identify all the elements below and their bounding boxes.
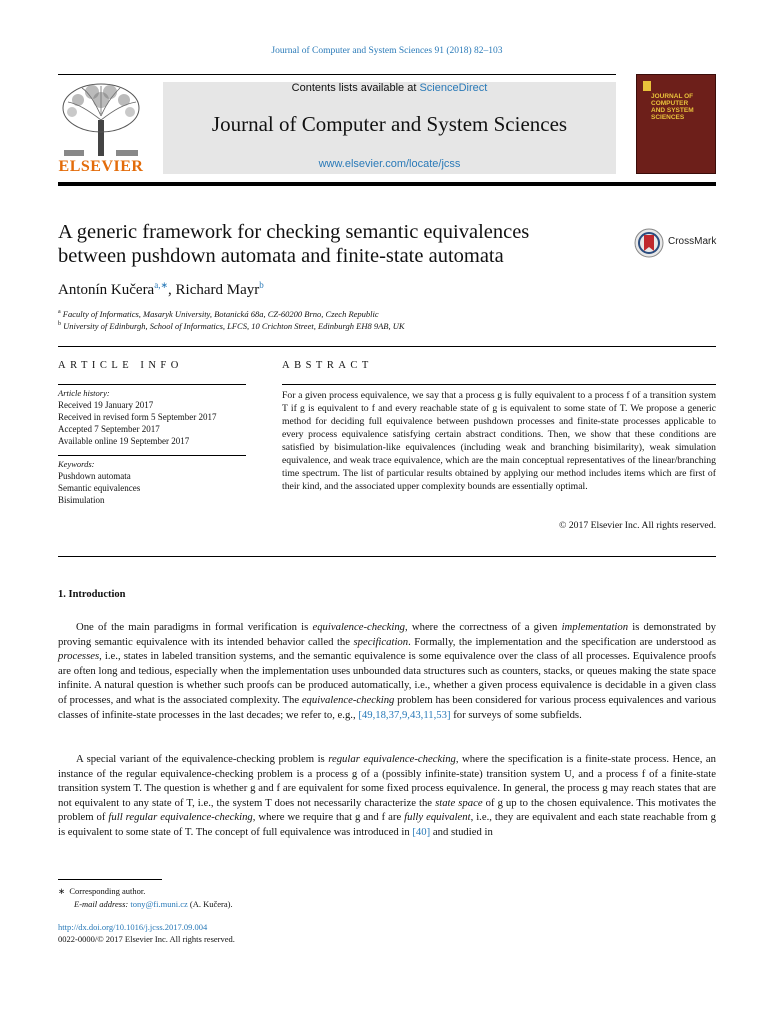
author-separator: ,	[168, 282, 176, 298]
header-rule	[58, 74, 616, 75]
text-emph: implementation	[561, 621, 629, 633]
received-date: Received 19 January 2017	[58, 400, 154, 410]
section-heading-introduction: 1. Introduction	[58, 589, 126, 600]
doi-text[interactable]: http://dx.doi.org/10.1016/j.jcss.2017.09.004	[58, 922, 208, 932]
article-title-line2: between pushdown automata and finite-state automata	[58, 245, 504, 267]
journal-url-link[interactable]: www.elsevier.com/locate/jcss	[318, 158, 461, 170]
header-thick-rule	[58, 182, 716, 186]
journal-reference[interactable]: Journal of Computer and System Sciences 91 (2018) 82–103	[271, 46, 503, 56]
text-run: , where we require that g and f are	[252, 811, 405, 824]
text-run: is demonstrated by proving semantic equivalence with its intended behavior called the	[58, 621, 717, 648]
citation-link[interactable]: [40]	[412, 825, 431, 838]
accepted-date: Accepted 7 September 2017	[58, 424, 160, 434]
section-rule	[58, 346, 716, 347]
text-emph: state space	[435, 796, 483, 809]
cover-emblem	[643, 81, 651, 91]
crossmark-button[interactable]	[634, 228, 724, 258]
article-title	[58, 220, 618, 268]
article-title-line1: A generic framework for checking semantic equivalences	[58, 221, 530, 243]
revised-date: Received in revised form 5 September 2017	[58, 412, 217, 422]
author-name[interactable]: Antonín Kučera	[58, 282, 155, 298]
abstract-text: For a given process equivalence, we say that a process g is fully equivalent to a process f of a transition system T if g is equivalent to f and every reachable state of g is equivalent to some state of T. We propose a generic method for deciding full equivalence between pushdown processes and finite-state processes applicable to every process equivalence satisfying certain abstract conditions. Then, we show that these conditions are satisfied by bisimulation-like equivalences (including weak and branching bisimilarity), weak simulation equivalence, and weak trace equivalence, which are the main conceptual representatives of the linear/branching time spectrum. The list of particular results obtained by applying our method includes items which are first of their kind, and the associated upper complexity bounds are essentially optimal.	[282, 390, 716, 492]
journal-cover-thumbnail[interactable]	[636, 74, 716, 174]
email-owner: (A. Kučera).	[187, 899, 233, 909]
email-label: E-mail address:	[74, 899, 131, 909]
abstract-rule	[282, 384, 716, 385]
email-note	[74, 899, 233, 909]
contents-prefix: Contents lists available at	[291, 82, 420, 94]
info-rule	[58, 384, 246, 385]
text-emph: specification	[353, 635, 409, 648]
text-run: , i.e., they are equivalent and each state reachable from g is equivalent to some state of T. The concept of full equivalence was introduced in	[58, 811, 716, 838]
text-emph: regular equivalence-checking	[328, 753, 456, 765]
text-run: and studied in	[430, 825, 493, 838]
history-label: Article history:	[58, 388, 110, 398]
footnote-text: Corresponding author.	[69, 886, 146, 896]
text-run: , where the specification is a finite-state process. Hence, an instance of the regular equivalence-checking problem is a process g of a (possibly infinite-state) transition system U, and a process f of a finite-state transition system T. The question is whether g and f are equivalent for some fixed process equivalence. In general, the process g may reach states that are not equivalent to any state of T, i.e., the system T does not necessarily characterize the	[58, 753, 717, 809]
doi-link[interactable]	[58, 922, 207, 932]
online-date: Available online 19 September 2017	[58, 436, 190, 446]
text-run: , i.e., states in labeled transition systems, and the semantic equivalence is some equivalence over the class of all processes. Equivalence proofs are often long and tedious, especially when the implementation uses unbounded data structures such as counters, stacks, or queues making the state space infinite. A natural question is whether such proofs can be produced automatically, i.e., whether a given process equivalence is decidable in a given class of processes, and what is the associated complexity. The	[58, 650, 716, 706]
intro-paragraph-2	[58, 752, 716, 840]
abstract-copyright: © 2017 Elsevier Inc. All rights reserved.	[559, 520, 716, 531]
cover-title: JOURNAL OF COMPUTER AND SYSTEM SCIENCES	[651, 93, 694, 121]
text-run: of g up to the chosen equivalence. This motivates the problem of	[58, 796, 716, 824]
footnote-marker: ∗	[58, 886, 66, 896]
keywords-label: Keywords:	[58, 459, 95, 469]
text-run: A special variant of the equivalence-checking problem is	[76, 753, 329, 765]
issn-copyright: 0022-0000/© 2017 Elsevier Inc. All rights reserved.	[58, 934, 235, 944]
text-run: One of the main paradigms in formal verification is	[76, 621, 313, 633]
text-emph: processes	[58, 650, 100, 663]
text-emph: equivalence-checking	[312, 621, 406, 633]
text-emph: equivalence-checking	[301, 693, 395, 706]
keyword: Semantic equivalences	[58, 483, 141, 493]
email-link[interactable]: tony@fi.muni.cz	[130, 899, 188, 909]
affil-marker: b	[58, 321, 61, 328]
journal-title: Journal of Computer and System Sciences	[211, 112, 568, 136]
text-emph: fully equivalent	[404, 811, 471, 824]
article-info-heading: ARTICLE INFO	[58, 360, 183, 371]
author-list	[58, 280, 264, 299]
abstract-heading: ABSTRACT	[282, 360, 373, 371]
section-rule	[58, 556, 716, 557]
crossmark-label: CrossMark	[668, 236, 717, 247]
contents-line	[163, 82, 616, 94]
affil-marker: a	[58, 309, 61, 316]
author-name[interactable]: Richard Mayr	[175, 282, 260, 298]
keyword: Bisimulation	[58, 495, 105, 505]
author-affil-marker[interactable]: a,∗	[154, 280, 169, 290]
info-rule	[58, 455, 246, 456]
affil-text: University of Edinburgh, School of Informatics, LFCS, 10 Crichton Street, Edinburgh EH8 9AB, UK	[63, 321, 405, 331]
text-run: problem has been considered for various process equivalences and various classes of infinite-state processes in the last decades; we refer to, e.g.,	[58, 693, 716, 721]
sciencedirect-link[interactable]: ScienceDirect	[419, 82, 488, 94]
keyword: Pushdown automata	[58, 471, 131, 481]
affiliation-b	[58, 321, 405, 331]
text-emph: full regular equivalence-checking	[108, 811, 253, 824]
elsevier-logo-text: ELSEVIER	[58, 158, 144, 175]
text-run: , where the correctness of a given	[405, 621, 562, 633]
crossmark-icon	[634, 228, 664, 258]
corresponding-author-note	[58, 886, 145, 897]
affil-text: Faculty of Informatics, Masaryk University, Botanická 68a, CZ-60200 Brno, Czech Republic	[62, 309, 379, 319]
text-run: for surveys of some subfields.	[450, 708, 582, 721]
intro-paragraph-1	[58, 620, 716, 722]
author-affil-marker[interactable]: b	[259, 280, 264, 290]
footnote-rule	[58, 879, 162, 880]
affiliation-a	[58, 309, 379, 319]
text-run: . Formally, the implementation and the specification are understood as	[408, 635, 716, 648]
citation-link[interactable]: [49,18,37,9,43,11,53]	[358, 708, 451, 721]
